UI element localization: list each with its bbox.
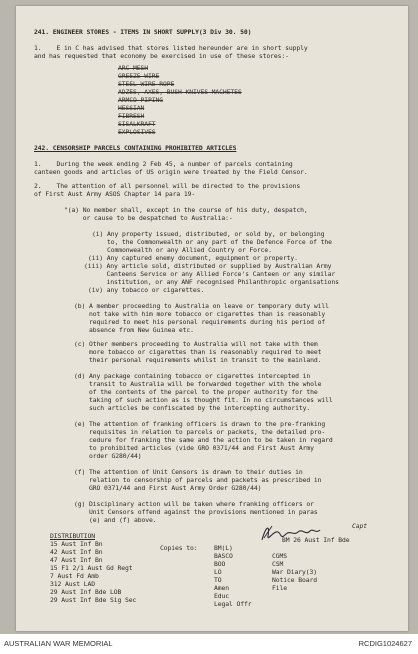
footer-institution: AUSTRALIAN WAR MEMORIAL: [4, 639, 113, 648]
distribution-heading: DISTRIBUTION: [50, 532, 95, 540]
clause-g: Unit Censors offend against the provisions mentioned in paras: [74, 508, 318, 516]
clause-b: (b) A member proceeding to Australia on leave or temporary duty will: [74, 302, 329, 310]
clause-e: requisites in relation to parcels or packets, the detailed pro-: [74, 428, 326, 436]
clause-c: their personal requirements whilst in transit to the mainland.: [74, 356, 322, 364]
clause-a: "(a) No member shall, except in the course of his duty, despatch,: [64, 206, 308, 214]
copies-item-right: War Diary(3): [272, 568, 317, 576]
copies-item: Amen: [214, 584, 229, 592]
section-242-title: 242. CENSORSHIP PARCELS CONTAINING PROHIBITED ARTICLES: [34, 144, 237, 152]
clause-f: GRO 0371/44 and First Aust Army Order G280/44): [74, 484, 262, 492]
distribution-unit: 312 Aust LAD: [50, 580, 95, 588]
clause-a-iv: (iv) any tobacco or cigarettes.: [88, 286, 205, 294]
section-241-para1b: and has requested that economy be exercised in use of these stores:-: [34, 52, 289, 60]
footer-record-id: RCDIG1024627: [358, 639, 412, 648]
clause-e: (e) The attention of franking officers is drawn to the pre-franking: [74, 420, 326, 428]
clause-d: transit to Australia will be forwarded together with the whole: [74, 380, 322, 388]
clause-e: to prohibited articles (vide GRO 0371/44 and First Aust Army: [74, 444, 314, 452]
stores-item: ARC MESH: [118, 64, 148, 72]
clause-a-ii: (ii) Any captured enemy document, equipment or property.: [88, 254, 298, 262]
copies-item: BASCO: [214, 552, 233, 560]
copies-item-right: CGMS: [272, 552, 287, 560]
section-242-para2b: of First Aust Army ASOS Chapter 14 para 19-: [34, 190, 196, 198]
distribution-unit: 15 Aust Inf Bn: [50, 540, 103, 548]
clause-e: order G280/44): [74, 452, 142, 460]
stores-item: ARMCO PIPING: [118, 96, 163, 104]
distribution-unit: 29 Aust Inf Bde Sig Sec: [50, 596, 137, 604]
signature-block: BM 26 Aust Inf Bde: [282, 536, 350, 544]
section-242-para2a: 2. The attention of all personnel will be directed to the provisions: [34, 182, 301, 190]
copies-item: Educ: [214, 592, 229, 600]
clause-d: taking of such action as is thought fit. In no circumstances will: [74, 396, 333, 404]
copies-item: LO: [214, 568, 222, 576]
clause-a-i: to, the Commonwealth or any part of the Defence Force of the: [92, 238, 332, 246]
clause-a-iii: Canteens Service or any Allied Force's Canteen or any similar: [84, 270, 336, 278]
section-241-para1a: 1. E in C has advised that stores listed hereunder are in short supply: [34, 44, 308, 52]
stores-item: EXPLOSIVES: [118, 128, 156, 136]
distribution-unit: 47 Aust Inf Bn: [50, 556, 103, 564]
stores-item: STEEL WIRE ROPE: [118, 80, 175, 88]
section-242-para1a: 1. During the week ending 2 Feb 45, a number of parcels containing: [34, 160, 293, 168]
clause-f: (f) The attention of Unit Censors is drawn to their duties in: [74, 468, 303, 476]
clause-a-iii: (iii) Any article sold, distributed or supplied by Australian Army: [84, 262, 332, 270]
section-241-title: 241. ENGINEER STORES - ITEMS IN SHORT SUPPLY(3 Div 30. 50): [34, 28, 252, 36]
clause-d: (d) Any package containing tobacco or cigarettes intercepted in: [74, 372, 311, 380]
archive-footer: [0, 634, 418, 654]
copies-item: BM(L): [214, 544, 233, 552]
clause-c: (c) Other members proceeding to Australia will not take with them: [74, 340, 318, 348]
clause-e: cedure for franking the same and the action to be taken in regard: [74, 436, 333, 444]
stores-item: GREEZE WIRE: [118, 72, 160, 80]
copies-item-right: Notice Board: [272, 576, 317, 584]
clause-d: such articles be confiscated by the intercepting authority.: [74, 404, 311, 412]
stores-item: HESSIAN: [118, 104, 145, 112]
clause-b: required to meet his personal requirements during his period of: [74, 318, 326, 326]
distribution-unit: 7 Aust Fd Amb: [50, 572, 99, 580]
distribution-unit: 15 F1 2/1 Aust Gd Regt: [50, 564, 133, 572]
clause-c: more tobacco or cigarettes than is reasonably required to meet: [74, 348, 322, 356]
clause-g: (e) and (f) above.: [74, 516, 157, 524]
stores-item: ADZES, AXES, BUSH KNIVES MACHETES: [118, 88, 242, 96]
copies-item-right: CSM: [272, 560, 284, 568]
clause-a: or cause to be despatched to Australia:-: [64, 214, 233, 222]
distribution-unit: 29 Aust Inf Bde LOB: [50, 588, 122, 596]
clause-b: absence from New Guinea etc.: [74, 326, 194, 334]
clause-g: (g) Disciplinary action will be taken where franking officers or: [74, 500, 314, 508]
signature-capt: Capt: [352, 522, 367, 530]
copies-item: TO: [214, 576, 222, 584]
copies-item: BOO: [214, 560, 226, 568]
stores-item: FIBRESH: [118, 112, 145, 120]
copies-to-label: Copies to:: [160, 544, 198, 552]
clause-a-i: (i) Any property issued, distributed, or sold by, or belonging: [92, 230, 325, 238]
clause-b: not take with him more tobacco or cigarettes than is reasonably: [74, 310, 326, 318]
distribution-unit: 42 Aust Inf Bn: [50, 548, 103, 556]
clause-a-iii: institution, or any ANF recognised Philanthropic organisations: [84, 278, 339, 286]
copies-item-right: File: [272, 584, 287, 592]
stores-item: SISALKRAFT: [118, 120, 156, 128]
clause-a-i: Commonwealth or any Allied Country or Force.: [92, 246, 272, 254]
clause-f: relation to censorship of parcels and packets as prescribed in: [74, 476, 322, 484]
section-242-para1b: canteen goods and articles of US origin were treated by the Field Censor.: [34, 168, 308, 176]
clause-d: of the contents of the parcel to the proper authority for the: [74, 388, 318, 396]
copies-item: Legal Offr: [214, 600, 252, 608]
